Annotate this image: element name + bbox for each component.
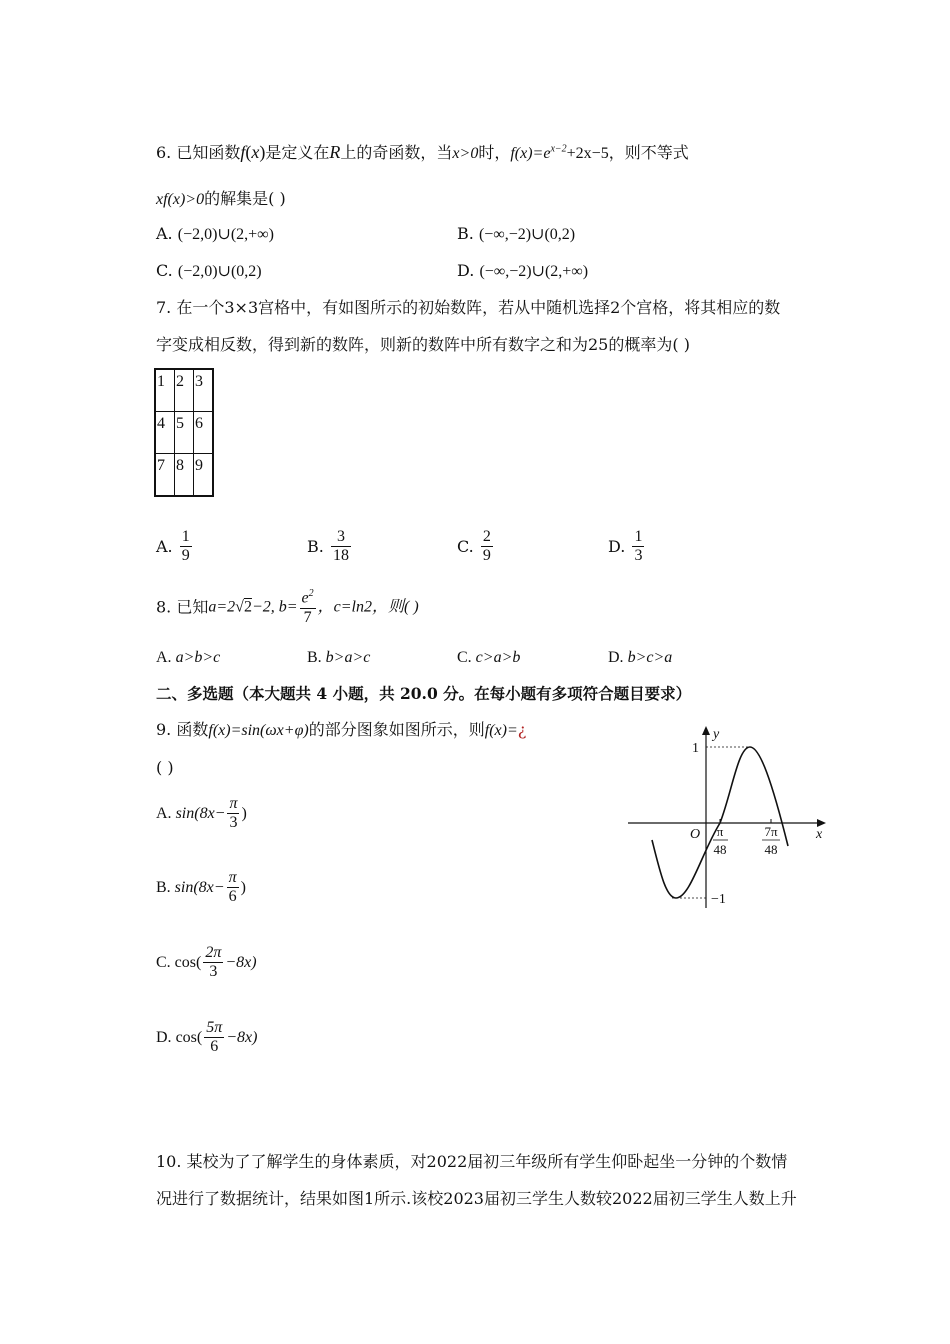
- grid-cell: 5: [175, 412, 194, 454]
- q6-line1: 6. 已知函数f(x)是定义在R上的奇函数，当x>0时，$f(x)=e^{x-2}+2x-5$，则不等式: [156, 142, 689, 162]
- section-title: 二、多选题（本大题共 4 小题，共 20.0 分。在每小题有多项符合题目要求）: [156, 684, 692, 703]
- y-label: y: [713, 727, 720, 742]
- tick1-num: π: [716, 824, 724, 839]
- grid-cell: 7: [155, 454, 175, 497]
- q7-line1: 7. 在一个3×3宫格中，有如图所示的初始数阵，若从中随机选择2个宫格，将其相应的数: [156, 298, 781, 317]
- q9-option-b[interactable]: B. sin(8x− $\frac{\pi}{6}$ ): [156, 869, 246, 906]
- grid-cell: 3: [194, 369, 214, 412]
- q9-stem: 9. 函数f(x)=sin(ωx+φ)的部分图象如图所示，则f(x)=¿: [156, 720, 527, 739]
- q8-option-a[interactable]: A. a>b>c: [156, 649, 221, 666]
- q9-number: 9.: [156, 720, 172, 739]
- x-label: x: [816, 827, 823, 842]
- tick2-num: 7π: [764, 824, 778, 839]
- x-axis-arrow: [817, 819, 826, 827]
- q7-option-a[interactable]: A. $\frac{1}{9}$: [156, 528, 190, 565]
- tick2-den: 48: [764, 842, 778, 857]
- q8-option-d[interactable]: D. b>c>a: [608, 649, 673, 666]
- q6-line2: xf(x)>0的解集是( ): [156, 189, 286, 208]
- q10-number: 10.: [156, 1152, 182, 1171]
- y-top-label: 1: [692, 741, 699, 756]
- grid-cell: 6: [194, 412, 214, 454]
- grid-cell: 4: [155, 412, 175, 454]
- q6-option-b[interactable]: B. (−∞,−2)∪(0,2): [457, 224, 576, 243]
- q6-option-d[interactable]: D. (−∞,−2)∪(2,+∞): [457, 261, 589, 280]
- grid-row: [155, 369, 213, 412]
- q8-number: 8.: [156, 597, 172, 617]
- q6-number: 6.: [156, 143, 172, 162]
- y-axis-arrow: [702, 726, 710, 735]
- grid-row: [155, 454, 213, 497]
- q7-option-c[interactable]: C. $\frac{2}{9}$: [457, 528, 491, 565]
- q6-option-a[interactable]: A. (−2,0)∪(2,+∞): [156, 224, 274, 243]
- grid-cell: 9: [194, 454, 214, 497]
- q7-line2: 字变成相反数，得到新的数阵，则新的数阵中所有数字之和为25的概率为( ): [156, 335, 690, 354]
- q9-option-a[interactable]: A. sin(8x− $\frac{\pi}{3}$ ): [156, 795, 247, 832]
- q9-option-d[interactable]: D. cos( $\frac{5\pi}{6}$ −8x): [156, 1019, 258, 1056]
- grid-cell: 1: [155, 369, 175, 412]
- tick1-den: 48: [713, 842, 727, 857]
- q9-paren: ( ): [156, 758, 174, 777]
- y-bottom-label: −1: [711, 892, 726, 907]
- grid-cell: 2: [175, 369, 194, 412]
- grid-row: [155, 412, 213, 454]
- grid-cell: 8: [175, 454, 194, 497]
- q10-line2: 况进行了数据统计，结果如图1所示.该校2023届初三学生人数较2022届初三学生人数上升: [156, 1189, 797, 1208]
- q9-option-c[interactable]: C. cos( $\frac{2\pi}{3}$ −8x): [156, 944, 257, 981]
- q6-option-c[interactable]: C. (−2,0)∪(0,2): [156, 261, 262, 280]
- q7-number: 7.: [156, 298, 172, 317]
- q7-number-grid: [154, 368, 214, 497]
- q10-line1: 10. 某校为了了解学生的身体素质，对2022届初三年级所有学生仰卧起坐一分钟的个数情: [156, 1152, 788, 1171]
- q7-option-b[interactable]: B. $\frac{3}{18}$: [307, 528, 349, 565]
- q8-option-b[interactable]: B. b>a>c: [307, 649, 371, 666]
- q8-stem: 8. 已知a=2√2−2, b= $\frac{e^2}{7}$ ，c=ln2，则( ): [156, 588, 419, 626]
- origin-label: O: [690, 827, 701, 842]
- q9-sine-graph: [622, 722, 834, 912]
- q8-option-c[interactable]: C. c>a>b: [457, 649, 521, 666]
- q7-option-d[interactable]: D. $\frac{1}{3}$: [608, 528, 643, 565]
